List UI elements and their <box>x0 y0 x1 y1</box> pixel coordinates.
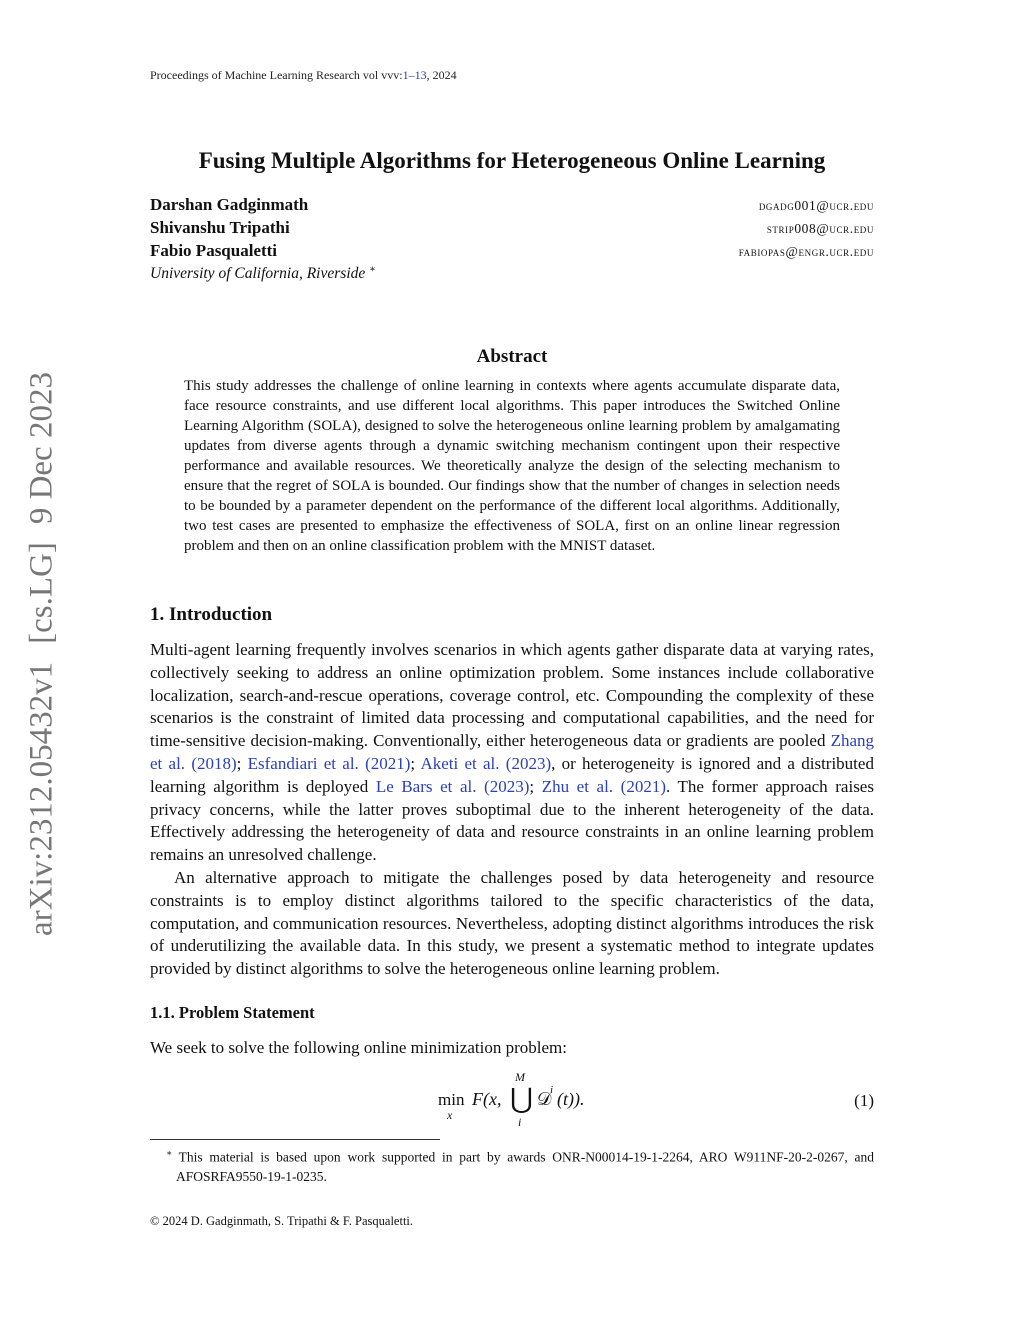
paper-title: Fusing Multiple Algorithms for Heterogeneous Online Learning <box>198 148 826 173</box>
citation-esfandiari[interactable]: Esfandiari et al. (2021) <box>247 753 411 773</box>
citation-zhang[interactable]: Zhang et al. (2018) <box>150 731 874 773</box>
footnote-mark: ∗ <box>166 1148 173 1158</box>
eq-union-upper: M <box>515 1070 525 1084</box>
eq-dataset-symbol: 𝒟 <box>537 1089 552 1109</box>
abstract-heading: Abstract <box>476 346 548 367</box>
arxiv-category: [cs.LG] <box>23 542 60 644</box>
intro-text: . The former approach raises privacy concerns, while the latter proves suboptimal due to the inherent heterogeneity of the data. Effectively addressing the heterogeneity of data and resource constraints in an online learning problem remains an unresolved challenge. <box>150 776 874 865</box>
author-email: fabiopas@engr.ucr.edu <box>738 244 874 259</box>
eq-union-lower: i <box>518 1115 522 1129</box>
author-email: strip008@ucr.edu <box>766 221 874 236</box>
eq-dataset-argument: (t)). <box>557 1089 585 1109</box>
union-icon: ⋃ <box>510 1084 533 1115</box>
arxiv-date: 9 Dec 2023 <box>23 372 60 525</box>
footnote-text: This material is based upon work supported in part by awards ONR-N00014-19-1-2264, ARO W911NF-20-2-0267, and AFOSRFA9550-19-1-0235. <box>176 1149 874 1184</box>
venue-year: , 2024 <box>426 68 457 82</box>
copyright-notice: © 2024 D. Gadginmath, S. Tripathi & F. Pasqualetti. <box>150 1214 414 1228</box>
venue-text: Proceedings of Machine Learning Research vol vvv: <box>150 68 403 82</box>
intro-text: Multi-agent learning frequently involves scenarios in which agents gather disparate data at varying rates, collectively seeking to address an online optimization problem. Some instances include collaborative localization, search-and-rescue operations, coverage control, etc. Compounding the complexity of these scenarios is the constraint of limited data processing and computational capabilities, and the need for time-sensitive decision-making. Conventionally, either heterogeneous data or gradients are pooled <box>150 640 874 751</box>
author-email: dgadg001@ucr.edu <box>758 198 874 213</box>
affiliation <box>150 264 376 283</box>
author-name: Darshan Gadginmath <box>150 195 309 214</box>
intro-paragraph-1: Multi-agent learning frequently involves scenarios in which agents gather disparate data at varying rates, collectively seeking to address an online optimization problem. Some instances include collaborative localization, search-and-rescue operations, coverage control, etc. Compounding the complexity of these scenarios is the constraint of limited data processing and computational capabilities, and the need for time-sensitive decision-making. Conventionally, either heterogeneous data or gradients are pooled Zhang et al. (2018); Esfandiari et al. (2021); Aketi et al. (2023), or heterogeneity is ignored and a distributed learning algorithm is deployed Le Bars et al. (2023); Zhu et al. (2021). The former approach raises privacy concerns, while the latter proves suboptimal due to the inherent heterogeneity of the data. Effectively addressing the heterogeneity of data and resource constraints in an online learning problem remains an unresolved challenge. <box>150 640 874 865</box>
pages-link[interactable]: 1–13 <box>402 68 427 82</box>
intro-paragraph-2: An alternative approach to mitigate the challenges posed by data heterogeneity and resource constraints is to employ distinct algorithms tailored to the specific characteristics of the data, computation, and communication resources. Nevertheless, adopting distinct algorithms introduces the risk of underutilizing the available data. In this study, we present a systematic method to integrate updates provided by distinct algorithms to solve the heterogeneous online learning problem. <box>150 868 874 979</box>
affiliation-text: University of California, Riverside <box>150 265 366 283</box>
arxiv-id: arXiv:2312.05432v1 <box>23 661 60 936</box>
arxiv-stamp <box>24 354 61 936</box>
citation-le-bars[interactable]: Le Bars et al. (2023) <box>375 776 530 796</box>
footnote-divider <box>150 1139 440 1140</box>
eq-min-subscript: x <box>447 1108 453 1122</box>
citation-aketi[interactable]: Aketi et al. (2023) <box>420 753 552 773</box>
author-name: Fabio Pasqualetti <box>150 241 278 260</box>
eq-dataset-superscript: i <box>550 1084 554 1096</box>
problem-statement-text: We seek to solve the following online minimization problem: <box>150 1038 567 1057</box>
author-name: Shivanshu Tripathi <box>150 218 290 237</box>
eq-min-operator: min <box>438 1090 465 1109</box>
equation-number: (1) <box>854 1091 874 1110</box>
subsection-heading-problem-statement: 1.1. Problem Statement <box>150 1003 315 1022</box>
equation-1 <box>150 1068 874 1132</box>
running-header <box>150 68 457 83</box>
section-heading-introduction: 1. Introduction <box>150 604 273 625</box>
citation-zhu[interactable]: Zhu et al. (2021) <box>541 776 666 796</box>
footnote <box>150 1144 874 1186</box>
abstract-text: This study addresses the challenge of online learning in contexts where agents accumulate disparate data, face resource constraints, and use different local algorithms. This paper introduces the Switched Online Learning Algorithm (SOLA), designed to solve the heterogeneous online learning problem by amalgamating updates from diverse agents through a dynamic switching mechanism contingent upon their respective performance and available resources. We theoretically analyze the design of the selecting mechanism to ensure that the regret of SOLA is bounded. Our findings show that the number of changes in selection needs to be bounded by a parameter dependent on the performance of the different local algorithms. Additionally, two test cases are presented to emphasize the effectiveness of SOLA, first on an online linear regression problem and then on an online classification problem with the MNIST dataset. <box>184 378 840 554</box>
intro-text: , or heterogeneity is ignored and a distributed learning algorithm is deployed <box>150 753 874 796</box>
affiliation-footnote-mark[interactable]: ∗ <box>369 264 376 275</box>
eq-function: F(x, <box>472 1089 502 1109</box>
